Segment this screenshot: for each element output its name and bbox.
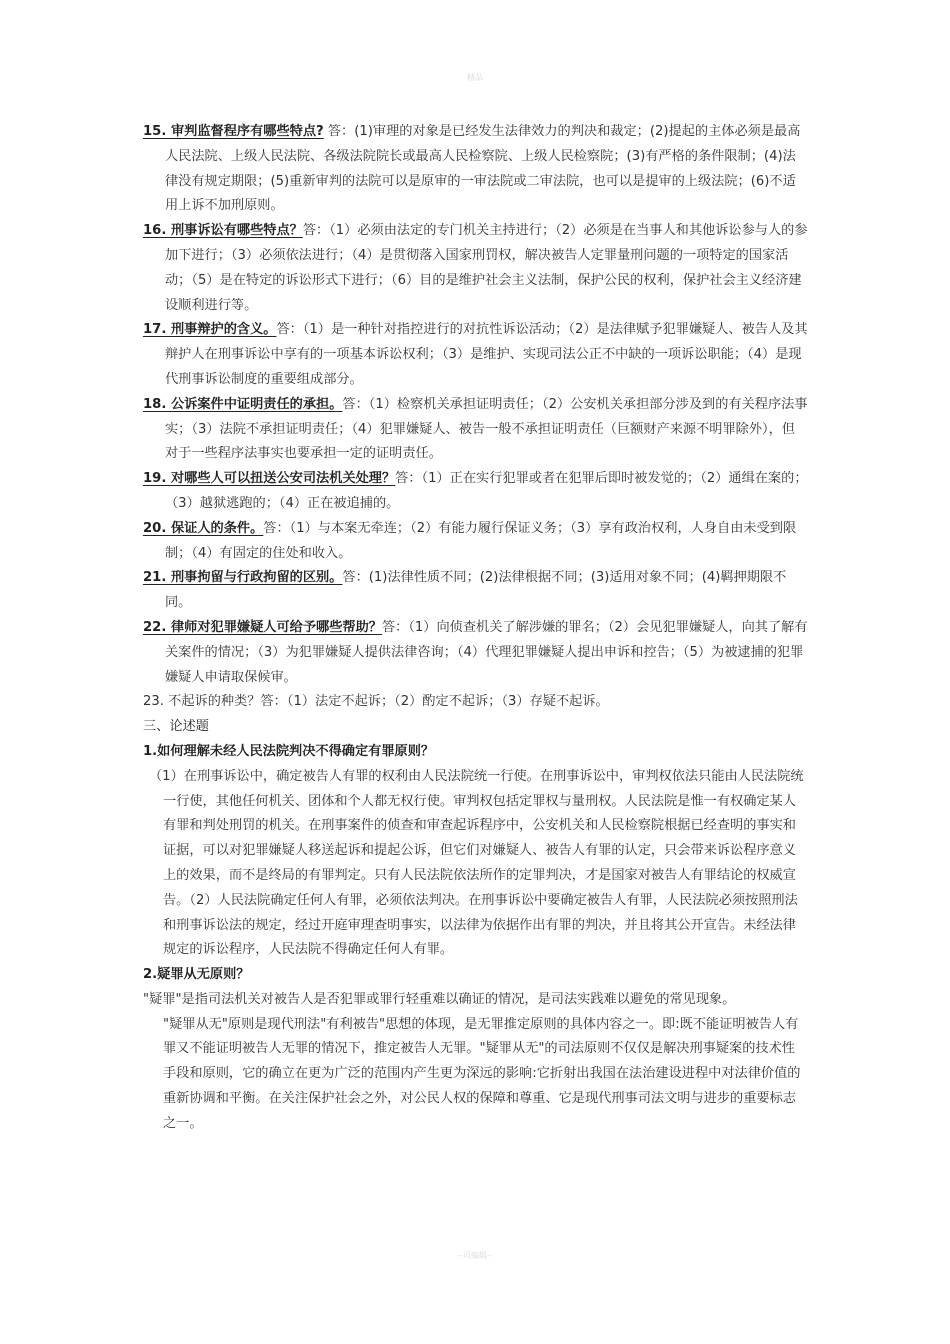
answer-17: 答：（1）是一种针对指控进行的对抗性诉讼活动；（2）是法律赋予犯罪嫌疑人、被告人及其辩护人在刑事诉讼中享有的一项基本诉讼权利；（3）是维护、实现司法公正不中缺的一项诉讼职能；（4）是现代刑事诉讼制度的重要组成部分。 bbox=[165, 322, 808, 387]
qa-item-17 bbox=[143, 318, 808, 392]
qa-item-18 bbox=[143, 393, 808, 467]
section-3-heading: 三、论述题 bbox=[143, 719, 209, 735]
essay-2-paragraph-2: "疑罪从无"原则是现代刑法"有利被告"思想的体现，是无罪推定原则的具体内容之一。即:既不能证明被告人有罪又不能证明被告人无罪的情况下，推定被告人无罪。"疑罪从无"的司法原则不仅仅是解决刑事疑案的技术性手段和原则，它的确立在更为广泛的范围内产生更为深远的影响:它折射出我国在法治建设进程中对法律价值的重新协调和平衡。在关注保护社会之外，对公民人权的保障和尊重、它是现代刑事司法文明与进步的重要标志之一。 bbox=[163, 1016, 801, 1131]
question-22: 22. 律师对犯罪嫌疑人可给予哪些帮助？ bbox=[143, 619, 382, 635]
question-16: 16. 刑事诉讼有哪些特点？ bbox=[143, 223, 303, 239]
qa-item-15 bbox=[143, 120, 808, 219]
qa-item-22 bbox=[143, 616, 808, 690]
question-17: 17. 刑事辩护的含义。 bbox=[143, 322, 277, 338]
qa-item-19 bbox=[143, 467, 808, 517]
qa-item-23: 23. 不起诉的种类？答：（1）法定不起诉；（2）酌定不起诉；（3）存疑不起诉。 bbox=[143, 694, 609, 710]
question-20: 20. 保证人的条件。 bbox=[143, 520, 264, 536]
answer-19: 答：（1）正在实行犯罪或者在犯罪后即时被发觉的；（2）通缉在案的；（3）越狱逃跑的；（4）正在被追捕的。 bbox=[165, 471, 808, 511]
answer-18: 答：（1）检察机关承担证明责任；（2）公安机关承担部分涉及到的有关程序法事实；（3）法院不承担证明责任；（4）犯罪嫌疑人、被告一般不承担证明责任（巨额财产来源不明罪除外），但对于一些程序法事实也要承担一定的证明责任。 bbox=[165, 396, 808, 462]
essay-1-body: （1）在刑事诉讼中，确定被告人有罪的权利由人民法院统一行使。在刑事诉讼中，审判权依法只能由人民法院统一行使，其他任何机关、团体和个人都无权行使。审判权包括定罪权与量刑权。人民法院是惟一有权确定某人有罪和判处刑罚的机关。在刑事案件的侦查和审查起诉程序中，公安机关和人民检察院根据已经查明的事实和证据，可以对犯罪嫌疑人移送起诉和提起公诉，但它们对嫌疑人、被告人有罪的认定，只会带来诉讼程序意义上的效果，而不是终局的有罪判定。只有人民法院依法所作的定罪判决，才是国家对被告人有罪结论的权威宣告。（2）人民法院确定任何人有罪，必须依法判决。在刑事诉讼中要确定被告人有罪，人民法院必须按照刑法和刑事诉讼法的规定，经过开庭审理查明事实，以法律为依据作出有罪的判决，并且将其公开宣告。未经法律规定的诉讼程序，人民法院不得确定任何人有罪。 bbox=[149, 768, 804, 958]
document-body bbox=[143, 120, 808, 1137]
essay-2-paragraph-1: "疑罪"是指司法机关对被告人是否犯罪或罪行轻重难以确证的情况，是司法实践难以避免的常见现象。 bbox=[143, 991, 736, 1007]
answer-20: 答：（1）与本案无牵连；（2）有能力履行保证义务；（3）享有政治权利，人身自由未受到限制；（4）有固定的住处和收入。 bbox=[165, 520, 797, 561]
answer-16: 答：（1）必须由法定的专门机关主持进行；（2）必须是在当事人和其他诉讼参与人的参加下进行；（3）必须依法进行；（4）是贯彻落入国家刑罚权，解决被告人定罪量刑问题的一项特定的国家活动；（5）是在特定的诉讼形式下进行；（6）目的是维护社会主义法制，保护公民的权利，保护社会主义经济建设顺利进行等。 bbox=[165, 223, 808, 313]
question-15: 15. 审判监督程序有哪些特点? bbox=[143, 124, 324, 139]
footer-watermark: --可编辑-- bbox=[457, 1251, 493, 1260]
answer-22: 答：（1）向侦查机关了解涉嫌的罪名；（2）会见犯罪嫌疑人，向其了解有关案件的情况；（3）为犯罪嫌疑人提供法律咨询；（4）代理犯罪嫌疑人提出申诉和控告；（5）为被逮捕的犯罪嫌疑人申请取保候审。 bbox=[165, 619, 808, 685]
essay-2-title: 2.疑罪从无原则？ bbox=[143, 967, 250, 983]
qa-item-20 bbox=[143, 517, 808, 567]
qa-item-21 bbox=[143, 566, 808, 616]
qa-item-16 bbox=[143, 219, 808, 318]
essay-1-title: 1.如何理解未经人民法院判决不得确定有罪原则？ bbox=[143, 743, 435, 759]
answer-21: 答：(1)法律性质不同；(2)法律根据不同；(3)适用对象不同；(4)羁押期限不同。 bbox=[165, 570, 787, 611]
question-21: 21. 刑事拘留与行政拘留的区别。 bbox=[143, 570, 343, 586]
header-watermark: 精品 bbox=[467, 73, 483, 82]
question-18: 18. 公诉案件中证明责任的承担。 bbox=[143, 396, 343, 412]
answer-15: 答：(1)审理的对象是已经发生法律效力的判决和裁定；(2)提起的主体必须是最高人民法院、上级人民法院、各级法院院长或最高人民检察院、上级人民检察院；(3)有严格的条件限制；(4)法律没有规定期限；(5)重新审判的法院可以是原审的一审法院或二审法院，也可以是提审的上级法院；(6)不适用上诉不加刑原则。 bbox=[165, 124, 801, 214]
question-19: 19. 对哪些人可以扭送公安司法机关处理？ bbox=[143, 471, 396, 487]
